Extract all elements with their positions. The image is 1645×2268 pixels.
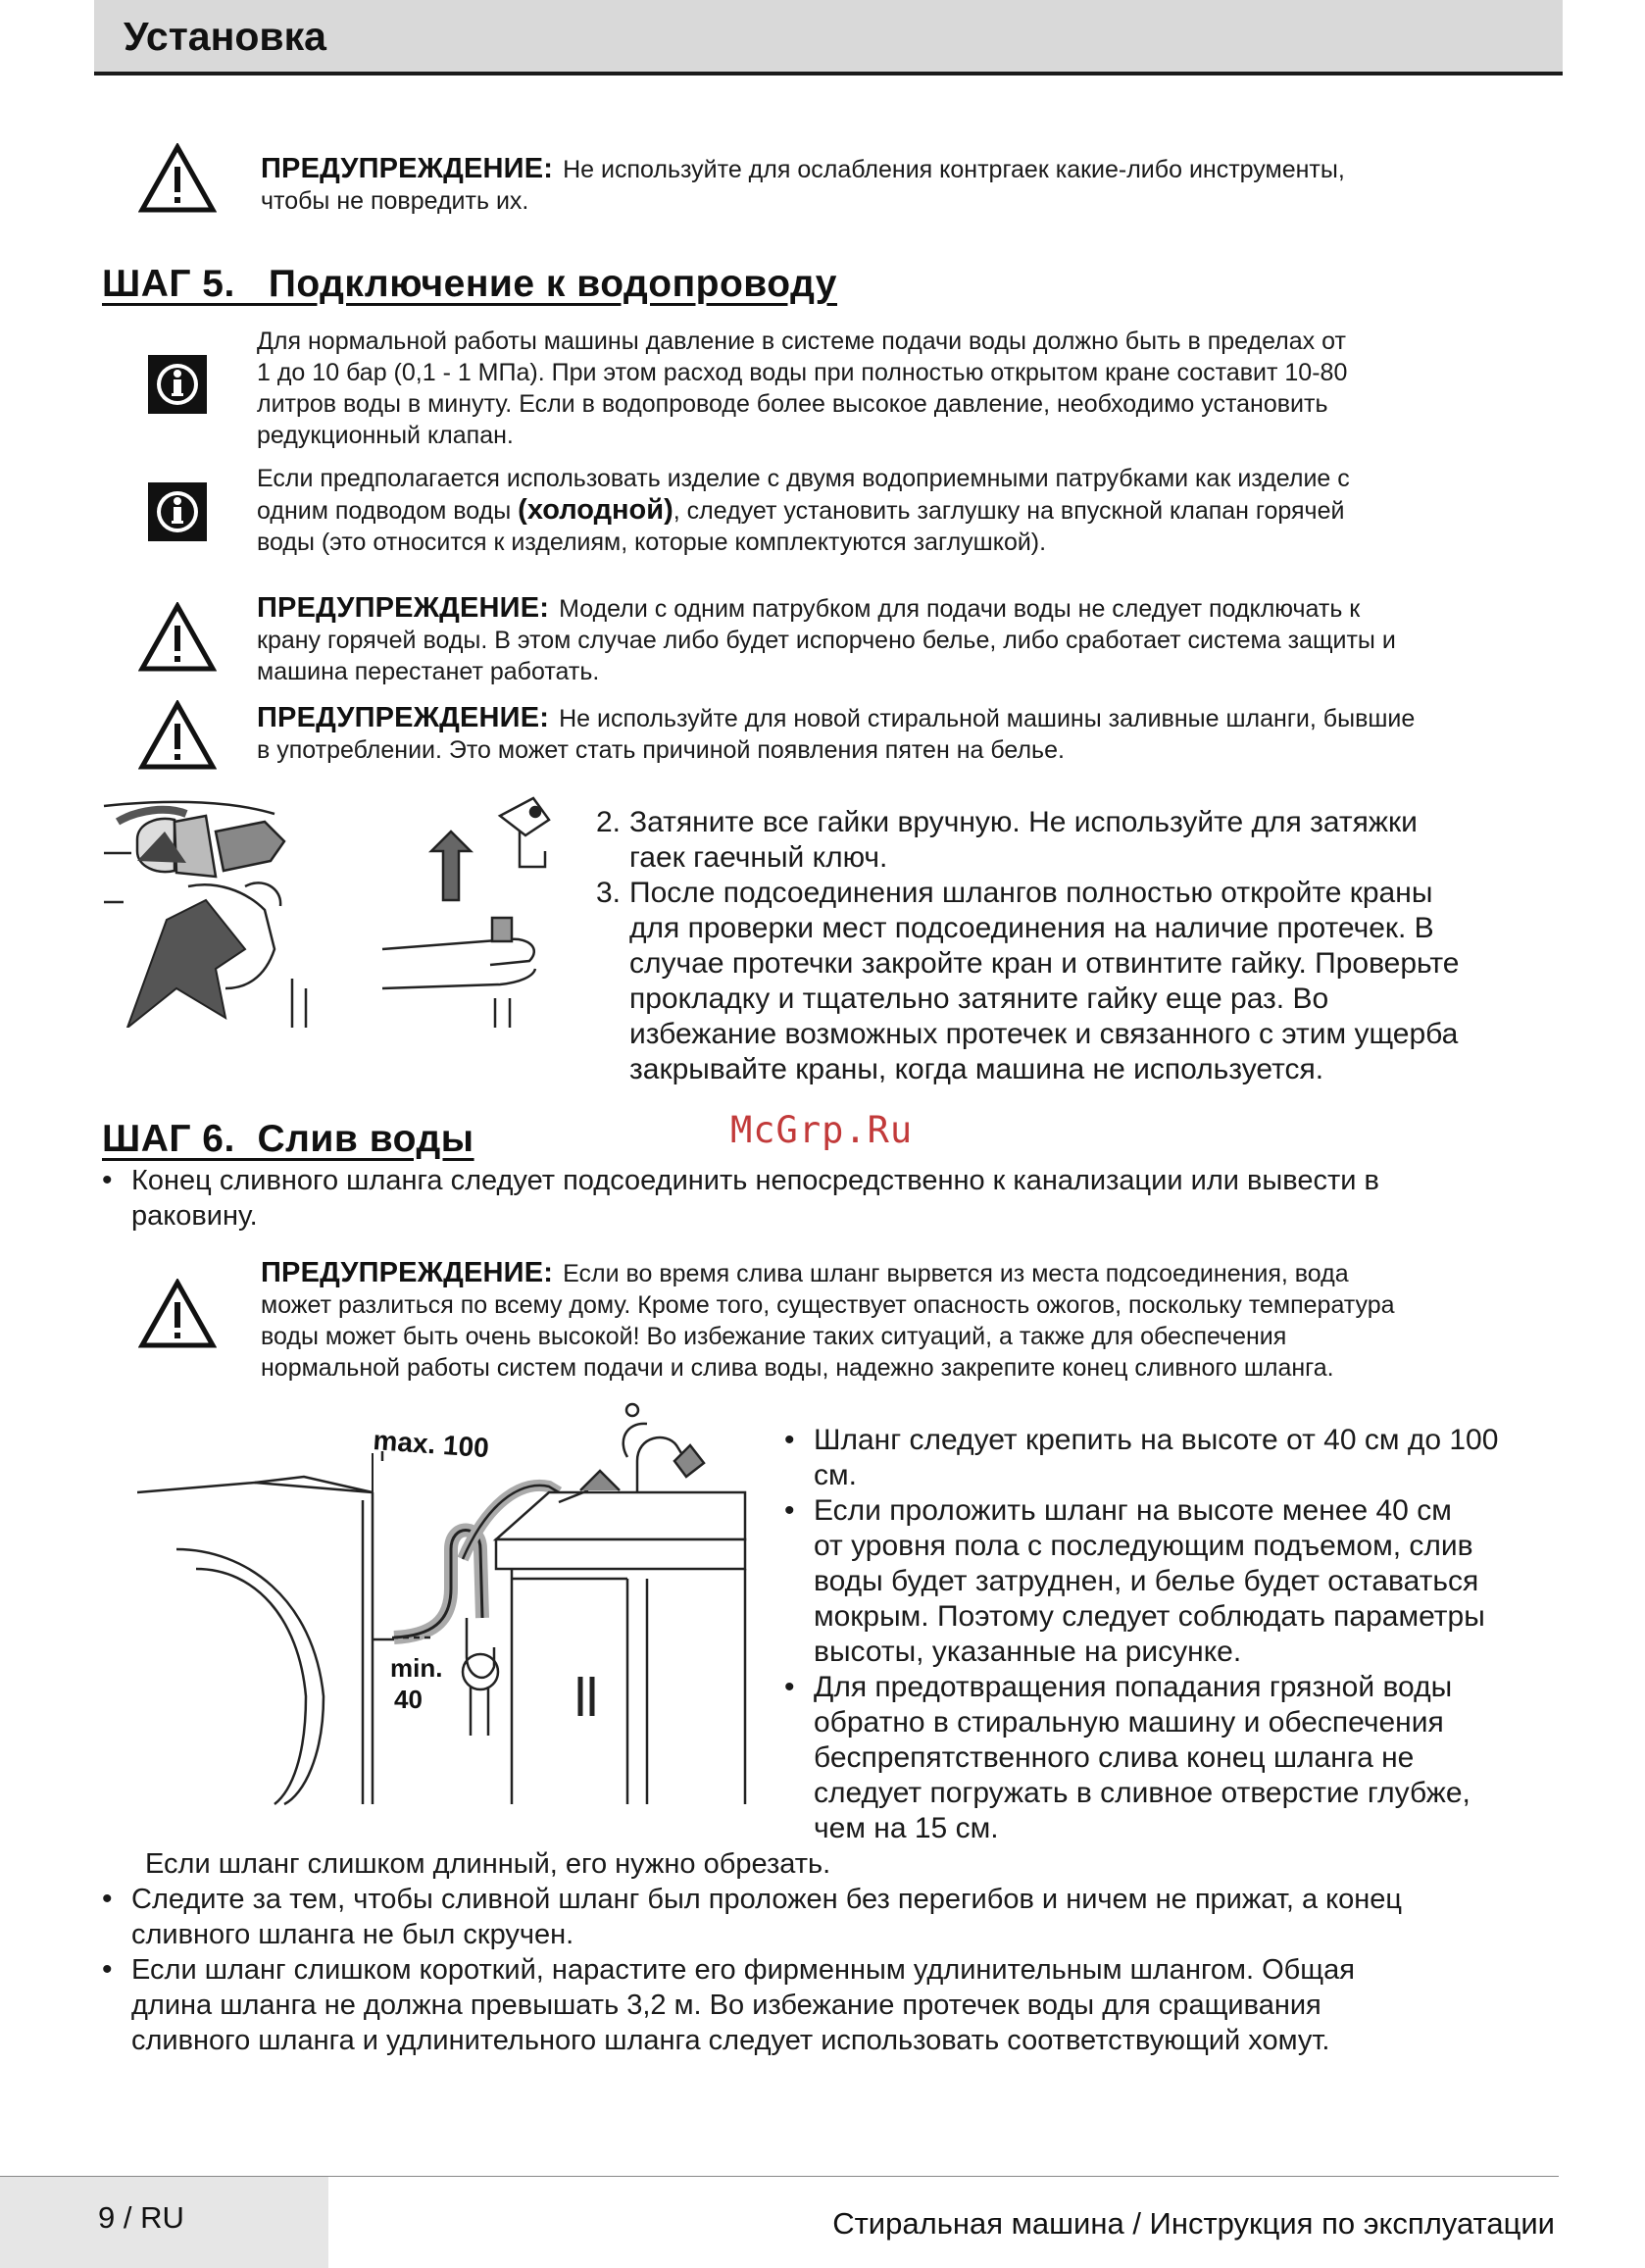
info-icon [148, 355, 207, 414]
min-height-value: 40 [394, 1685, 423, 1714]
step-5-instructions [596, 805, 1576, 1087]
warning-icon [138, 143, 217, 214]
warning-label: ПРЕДУПРЕЖДЕНИЕ: [261, 153, 554, 184]
warning-label: ПРЕДУПРЕЖДЕНИЕ: [257, 592, 550, 624]
page-number: 9 / RU [98, 2200, 184, 2235]
list-item: • Для предотвращения попадания грязной воды обратно в стиральную машину и обеспечения беспрепятственного слива конец шланга не следует погружать в сливное отверстие глубже, чем на 15 см. [780, 1670, 1584, 1846]
list-item: 3. После подсоединения шлангов полностью откройте краны для проверки мест подсоединения на наличие протечек. В случае протечки закройте кран и отвинтите гайку. Проверьте прокладку и тщательно затяните гайку еще раз. Во избежание возможных протечек и связанного с этим ущерба закрывайте краны, когда машина не используется. [596, 877, 1460, 1085]
footer-document-title: Стиральная машина / Инструкция по эксплуатации [832, 2206, 1555, 2241]
list-item: • Шланг следует крепить на высоте от 40 см до 100 см. [780, 1423, 1584, 1493]
list-item: • Следите за тем, чтобы сливной шланг был проложен без перегибов и ничем не прижат, а конец сливного шланга не был скручен. [98, 1882, 1608, 1952]
warning-1-text: ПРЕДУПРЕЖДЕНИЕ: Не используйте для ослабления контргаек какие-либо инструменты, чтобы не повредить их. [261, 153, 1345, 215]
warning-2-text: ПРЕДУПРЕЖДЕНИЕ: Модели с одним патрубком для подачи воды не следует подключать к крану горячей воды. В этом случае либо будет испорчено белье, либо сработает система защиты и машина перестанет работать. [257, 592, 1396, 685]
info-1-text: Для нормальной работы машины давление в системе подачи воды должно быть в пределах от 1 до 10 бар (0,1 - 1 МПа). При этом расход воды при полностью открытом кране составит 10-80 литров воды в минуту. Если в водопроводе более высокое давление, необходимо установить редукционный клапан. [257, 328, 1348, 449]
drain-hose-height-diagram [137, 1402, 765, 1814]
step-6-bottom-bullets [98, 1882, 1608, 2058]
warning-4-text: ПРЕДУПРЕЖДЕНИЕ: Если во время слива шланг вырвется из места подсоединения, вода может разлиться по всему дому. Кроме того, существует опасность ожогов, поскольку температура воды может быть очень высокой! Во избежание таких ситуаций, а также для обеспечения нормальной работы систем подачи и слива воды, надежно закрепите конец сливного шланга. [261, 1257, 1395, 1382]
cut-hose-note: Если шланг слишком длинный, его нужно обрезать. [145, 1848, 831, 1880]
watermark: McGrp.Ru [730, 1109, 914, 1151]
list-item: • Конец сливного шланга следует подсоединить непосредственно к канализации или вывести в раковину. [98, 1163, 1588, 1234]
step-6-intro [98, 1163, 1588, 1234]
info-icon [148, 482, 207, 541]
warning-icon [138, 1279, 217, 1349]
list-item: • Если проложить шланг на высоте менее 40 см от уровня пола с последующим подъемом, слив воды будет затруднен, и белье будет оставаться мокрым. Поэтому следует соблюдать параметры высоты, указанные на рисунке. [780, 1493, 1584, 1670]
min-height-label: min. [390, 1653, 443, 1683]
page-section-title: Установка [124, 14, 326, 59]
list-item: 2. Затяните все гайки вручную. Не используйте для затяжки гаек гаечный ключ. [596, 806, 1418, 874]
warning-label: ПРЕДУПРЕЖДЕНИЕ: [261, 1257, 554, 1288]
warning-icon [138, 700, 217, 771]
warning-label: ПРЕДУПРЕЖДЕНИЕ: [257, 702, 550, 733]
header-bar [94, 0, 1563, 76]
list-item: • Если шланг слишком короткий, нарастите его фирменным удлинительным шлангом. Общая длина шланга не должна превышать 3,2 м. Во избежание протечек воды для сращивания сливного шланга и удлинительного шланга следует использовать соответствующий хомут. [98, 1952, 1608, 2058]
step-6-title: ШАГ 6. Слив воды [102, 1118, 474, 1160]
max-height-label: max. 100 [372, 1425, 490, 1464]
step-6-right-bullets [780, 1423, 1584, 1846]
step-5-title: ШАГ 5. Подключение к водопроводу [102, 263, 838, 305]
warning-icon [138, 602, 217, 673]
warning-3-text: ПРЕДУПРЕЖДЕНИЕ: Не используйте для новой стиральной машины заливные шланги, бывшие в употреблении. Это может стать причиной появления пятен на белье. [257, 702, 1416, 764]
info-2-text: Если предполагается использовать изделие с двумя водоприемными патрубками как изделие с одним подводом воды (холодной), следует установить заглушку на впускной клапан горячей воды (это относится к изделиям, которые комплектуются заглушкой). [257, 465, 1350, 556]
hose-connection-illustration [98, 792, 588, 1028]
